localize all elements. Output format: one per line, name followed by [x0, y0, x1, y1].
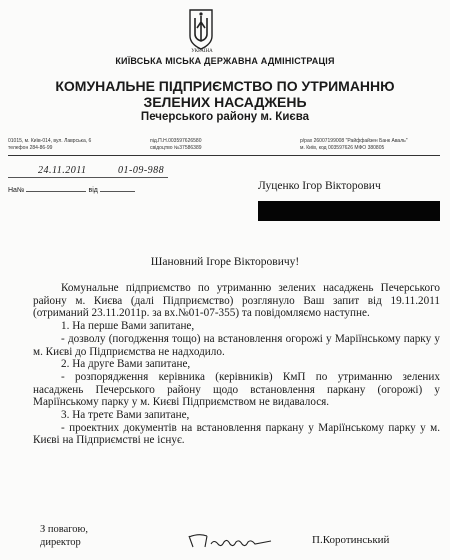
administration-name: КИЇВСЬКА МІСЬКА ДЕРЖАВНА АДМІНІСТРАЦІЯ [115, 56, 335, 66]
tax-number-1: під.П.Н.003597626580 [150, 138, 202, 144]
reference-date: 24.11.2011 [38, 165, 87, 176]
bank-details: м. Київ, код 003597626 МФО 380805 [300, 144, 385, 151]
intro-paragraph: Комунальне підприємство по утриманню зелених насаджень Печерського району м. Києва (далі Підприємство) розглянуло Ваш запит від 19.11.2011 (отриманий 23.11.2011р. за вх.№01-07-355) та повідомляємо наступне. [33, 282, 440, 320]
na-blank [26, 191, 86, 192]
question-2: 2. На друге Вами запитане, [61, 358, 191, 371]
reference-underline [8, 177, 168, 178]
answer-2: - розпорядження керівника (керівників) КмП по утриманню зелених насаджень Печерського району щодо встановлення паркану (огорожі) у Маріїнському парку у м. Києві Підприємством не видавалося. [33, 370, 440, 409]
answer-3: - проектних документів на встановлення паркану у Маріїнському парку у м. Києві на Підприємстві не існує. [33, 421, 440, 447]
na-label: На№ [8, 187, 25, 194]
answer-1: - дозволу (погодження тощо) на встановлення огорожі у Маріїнському парку у м. Києві до Підприємства не надходило. [33, 332, 440, 358]
tax-number-2: свідоцтво №37586389 [150, 144, 202, 151]
header-divider [8, 155, 440, 156]
vid-blank [100, 191, 135, 192]
salutation: Шановний Ігоре Вікторовичу! [150, 256, 300, 268]
organization-name-line2: ЗЕЛЕНИХ НАСАДЖЕНЬ [143, 94, 307, 110]
recipient-name: Луценко Ігор Вікторович [258, 180, 381, 192]
reference-number: 01-09-988 [118, 165, 165, 176]
signatory-name: П.Коротинський [312, 534, 390, 546]
bank-account: р/рах 26007199008 "Райффайзен Банк Аваль" [300, 138, 408, 144]
trident-emblem-icon [188, 8, 214, 50]
signoff-block [40, 523, 88, 549]
tax-block [150, 138, 202, 151]
question-1: 1. На перше Вами запитане, [61, 320, 195, 333]
address-block [8, 138, 91, 151]
phone-text: телефон 284-86-99 [8, 144, 53, 151]
handwritten-signature [185, 530, 275, 552]
regards-text: З повагою, [40, 524, 88, 535]
position-text: директор [40, 537, 81, 548]
emblem-caption: УКРАЇНА [191, 49, 213, 54]
redacted-address [258, 201, 440, 221]
incoming-reference [8, 187, 135, 194]
vid-label: від [88, 187, 98, 194]
organization-district: Печерського району м. Києва [140, 111, 310, 123]
outgoing-reference [8, 164, 208, 180]
letter-body [33, 282, 440, 447]
bank-block [300, 138, 408, 151]
organization-name-line1: КОМУНАЛЬНЕ ПІДПРИЄМСТВО ПО УТРИМАННЮ [55, 78, 395, 94]
address-text: 01015, м. Київ-014, вул. Лаврська, 6 [8, 138, 92, 144]
question-3: 3. На третє Вами запитане, [61, 409, 190, 422]
